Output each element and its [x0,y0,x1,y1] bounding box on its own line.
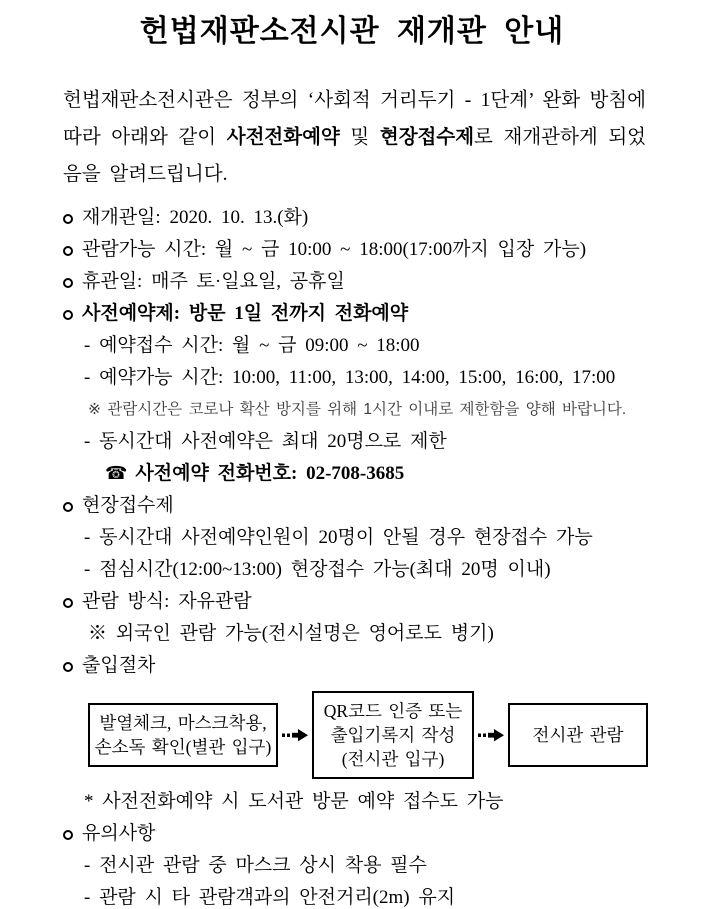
phone-number-text: 사전예약 전화번호: 02-708-3685 [135,463,405,484]
intro-bold-onsite: 현장접수제 [379,127,475,148]
precautions-text: 유의사항 [82,823,156,844]
reservation-system-text: 사전예약제: 방문 1일 전까지 전화예약 [82,303,409,324]
phone-icon: ☎ [105,463,128,484]
list-item-entry-procedure [63,655,674,677]
flow-step2-line2: 출입기록지 작성 [330,725,456,745]
note-library-reservation: * 사전전화예약 시 도서관 방문 예약 접수도 가능 [84,791,504,812]
sub-item-onsite-condition: - 동시간대 사전예약인원이 20명이 안될 경우 현장접수 가능 [84,527,593,548]
onsite-system-text: 현장접수제 [82,495,174,516]
circle-bullet-icon [63,214,73,224]
sub-item-distance-rule: - 관람 시 타 관람객과의 안전거리(2m) 유지 [84,887,456,908]
intro-bold-phone-reservation: 사전전화예약 [226,127,340,148]
list-item-precautions [63,823,674,845]
list-item-onsite-system [63,495,674,517]
closed-days-text: 휴관일: 매주 토·일요일, 공휴일 [82,271,345,292]
sub-item-capacity-limit: - 동시간대 사전예약은 최대 20명으로 제한 [84,431,447,452]
flow-step2-line3: (전시관 입구) [341,749,445,769]
flow-step-qr-check [312,691,474,779]
flow-arrow-icon [278,728,312,742]
intro-text-and: 및 [339,127,380,148]
circle-bullet-icon [63,502,73,512]
list-item-closed-days [63,271,674,293]
list-item-reservation-system [63,303,674,325]
list-item-viewing-hours [63,239,674,261]
flow-step1-line1: 발열체크, 마스크착용, [99,713,267,733]
intro-text: 헌법재판소전시관은 정부의 ‘사회적 거리두기 - 1단계’ 완화 방침에 따라 아래와 같이 [63,90,646,148]
list-item-reopen-date [63,207,674,229]
circle-bullet-icon [63,830,73,840]
sub-item-reservation-hours: - 예약접수 시간: 월 ~ 금 09:00 ~ 18:00 [84,335,420,356]
document-page [0,6,704,908]
note-time-limit: ※ 관람시간은 코로나 확산 방지를 위해 1시간 이내로 제한함을 양해 바랍니다. [88,401,627,418]
circle-bullet-icon [63,598,73,608]
flow-step-exhibition-viewing [508,703,648,767]
sub-item-mask-rule: - 전시관 관람 중 마스크 상시 착용 필수 [84,855,427,876]
circle-bullet-icon [63,310,73,320]
flow-step3-text: 전시관 관람 [532,725,624,745]
reopen-date-text: 재개관일: 2020. 10. 13.(화) [82,207,309,228]
list-item-viewing-method [63,591,674,613]
viewing-method-text: 관람 방식: 자유관람 [82,591,252,612]
sub-item-reservation-slots: - 예약가능 시간: 10:00, 11:00, 13:00, 14:00, 15:00, 16:00, 17:00 [84,367,616,388]
intro-paragraph [63,82,646,193]
viewing-hours-text: 관람가능 시간: 월 ~ 금 10:00 ~ 18:00(17:00까지 입장 가능) [82,239,587,260]
circle-bullet-icon [63,662,73,672]
sub-item-lunch-hours: - 점심시간(12:00~13:00) 현장접수 가능(최대 20명 이내) [84,559,551,580]
flow-arrow-icon [474,728,508,742]
flow-step2-line1: QR코드 인증 또는 [323,701,463,721]
entry-procedure-text: 출입절차 [82,655,156,676]
circle-bullet-icon [63,246,73,256]
note-foreigner: ※ 외국인 관람 가능(전시설명은 영어로도 병기) [88,623,494,644]
flow-step-health-check [88,703,278,767]
intro-text-end: 로 재개관하게 되었음을 알려드립니다. [63,127,646,185]
page-title: 헌법재판소전시관 재개관 안내 [139,15,565,48]
entry-procedure-flowchart [88,691,674,779]
circle-bullet-icon [63,278,73,288]
sub-item-phone-number [63,463,674,485]
notice-list [63,207,674,909]
flow-step1-line2: 손소독 확인(별관 입구) [94,737,272,757]
